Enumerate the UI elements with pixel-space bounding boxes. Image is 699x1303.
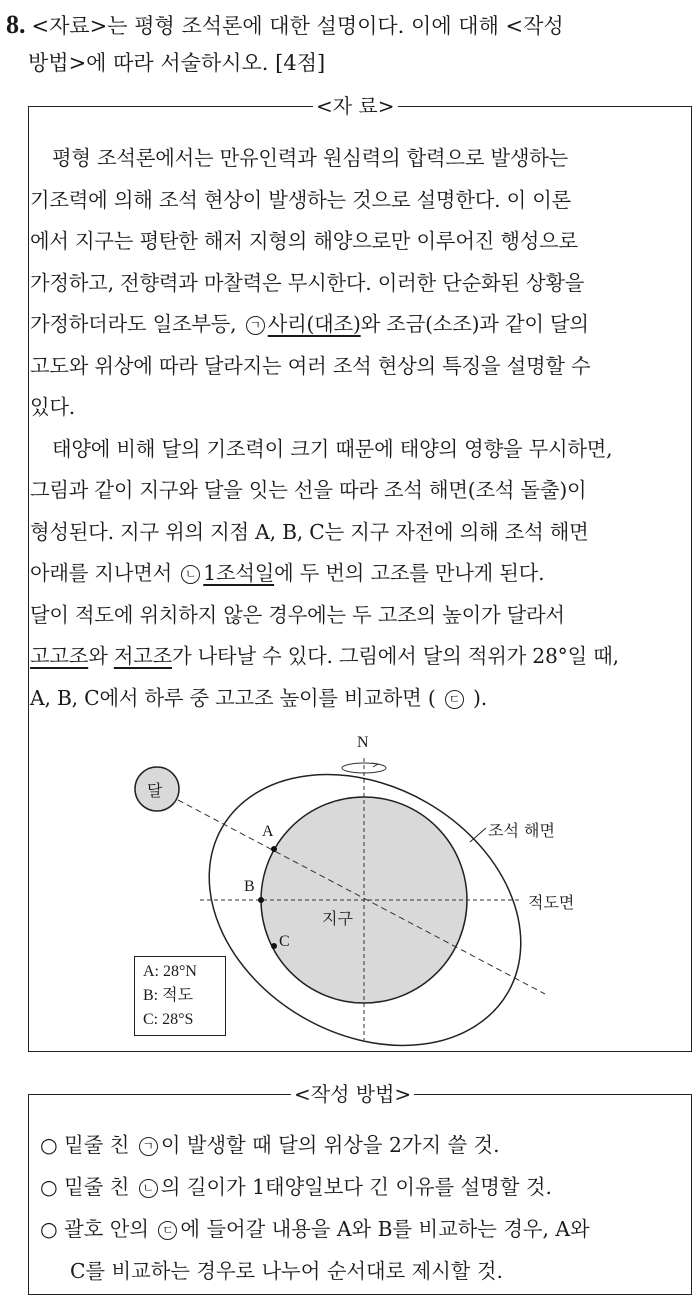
method-marker-nieun: ㄴ bbox=[139, 1179, 158, 1198]
legend-a: A: 28°N bbox=[143, 963, 197, 980]
p2-line-7-text: A, B, C에서 하루 중 고고조 높이를 비교하면 ( bbox=[30, 685, 442, 710]
method-item-2-text: 의 길이가 1태양일보다 긴 이유를 설명할 것. bbox=[160, 1175, 552, 1199]
p2-line-7-rest: ). bbox=[466, 685, 487, 710]
method-box-title: <작성 방법> bbox=[291, 1082, 414, 1106]
p2-line-6-rest: 가 나타날 수 있다. 그림에서 달의 적위가 28°일 때, bbox=[172, 644, 619, 668]
method-item-3-cont: C를 비교하는 경우로 나누어 순서대로 제시할 것. bbox=[70, 1259, 503, 1283]
method-marker-digeut: ㄷ bbox=[158, 1221, 177, 1240]
method-item-1-text: 이 발생할 때 달의 위상을 2가지 쓸 것. bbox=[160, 1133, 500, 1157]
p1-line-2: 기조력에 의해 조석 현상이 발생하는 것으로 설명한다. 이 이론 bbox=[30, 187, 572, 212]
point-c-label: C bbox=[279, 933, 290, 950]
marker-giyeok: ㄱ bbox=[246, 316, 265, 335]
tide-label-leader bbox=[470, 828, 486, 842]
point-a-dot bbox=[271, 846, 277, 852]
method-item-3-lead: ○ 괄호 안의 bbox=[40, 1217, 156, 1241]
material-box-title: <자 료> bbox=[313, 94, 398, 118]
p2-line-1: 태양에 비해 달의 기조력이 크기 때문에 태양의 영향을 무시하면, bbox=[52, 436, 613, 461]
method-item-1 bbox=[40, 1124, 690, 1166]
point-b-dot bbox=[258, 897, 264, 903]
p2-line-2: 그림과 같이 지구와 달을 잇는 선을 따라 조석 해면(조석 돌출)이 bbox=[30, 478, 587, 502]
question-number: 8. bbox=[6, 10, 26, 39]
p2-line-3: 형성된다. 지구 위의 지점 A, B, C는 지구 자전에 의해 조석 해면 bbox=[30, 519, 589, 544]
p1-line-1: 평형 조석론에서는 만유인력과 원심력의 합력으로 발생하는 bbox=[52, 146, 569, 170]
point-b-label: B bbox=[244, 878, 255, 895]
question-line-1: <자료>는 평형 조석론에 대한 설명이다. 이에 대해 <작성 bbox=[31, 14, 564, 38]
method-item-3 bbox=[40, 1208, 690, 1250]
method-item-1-lead: ○ 밑줄 친 bbox=[40, 1133, 136, 1157]
underline-lower-high: 저고조 bbox=[113, 644, 173, 668]
rotation-arrowhead bbox=[372, 763, 378, 767]
marker-nieun: ㄴ bbox=[181, 565, 200, 584]
method-item-2-lead: ○ 밑줄 친 bbox=[40, 1175, 136, 1199]
legend-c: C: 28°S bbox=[143, 1011, 194, 1028]
p1-line-5-rest: 와 조금(소조)과 같이 달의 bbox=[360, 312, 589, 336]
moon-label: 달 bbox=[147, 781, 163, 800]
underline-sari: 사리(대조) bbox=[267, 312, 361, 336]
method-item-3-text: 에 들어갈 내용을 A와 B를 비교하는 경우, A와 bbox=[180, 1217, 590, 1241]
figure-legend bbox=[134, 956, 226, 1036]
method-list bbox=[40, 1124, 690, 1292]
p1-line-5-text: 가정하더라도 일조부등, bbox=[30, 312, 243, 336]
point-a-label: A bbox=[262, 823, 274, 840]
tide-label: 조석 해면 bbox=[488, 821, 555, 840]
method-item-2 bbox=[40, 1166, 690, 1208]
p2-line-4-rest: 에 두 번의 고조를 만나게 된다. bbox=[274, 561, 545, 585]
point-c-dot bbox=[271, 943, 277, 949]
underline-tidal-day: 1조석일 bbox=[203, 561, 275, 585]
p1-line-7: 있다. bbox=[30, 395, 76, 419]
p1-line-6: 고도와 위상에 따라 달라지는 여러 조석 현상의 특징을 설명할 수 bbox=[30, 353, 591, 378]
p2-line-6-conj: 와 bbox=[88, 644, 114, 668]
p2-line-5: 달이 적도에 위치하지 않은 경우에는 두 고조의 높이가 달라서 bbox=[30, 602, 565, 627]
earth-label: 지구 bbox=[322, 909, 353, 928]
underline-higher-high: 고고조 bbox=[30, 644, 89, 668]
north-label: N bbox=[357, 734, 369, 751]
p1-line-3: 에서 지구는 평탄한 해저 지형의 해양으로만 이루어진 행성으로 bbox=[30, 229, 578, 253]
question-line-2: 방법>에 따라 서술하시오. [4점] bbox=[28, 51, 326, 75]
equator-label: 적도면 bbox=[528, 893, 575, 912]
marker-digeut: ㄷ bbox=[445, 690, 464, 709]
legend-b: B: 적도 bbox=[143, 987, 194, 1004]
method-marker-giyeok: ㄱ bbox=[139, 1137, 158, 1156]
p2-line-4-text: 아래를 지나면서 bbox=[30, 561, 179, 585]
p1-line-4: 가정하고, 전향력과 마찰력은 무시한다. 이러한 단순화된 상황을 bbox=[30, 270, 585, 295]
